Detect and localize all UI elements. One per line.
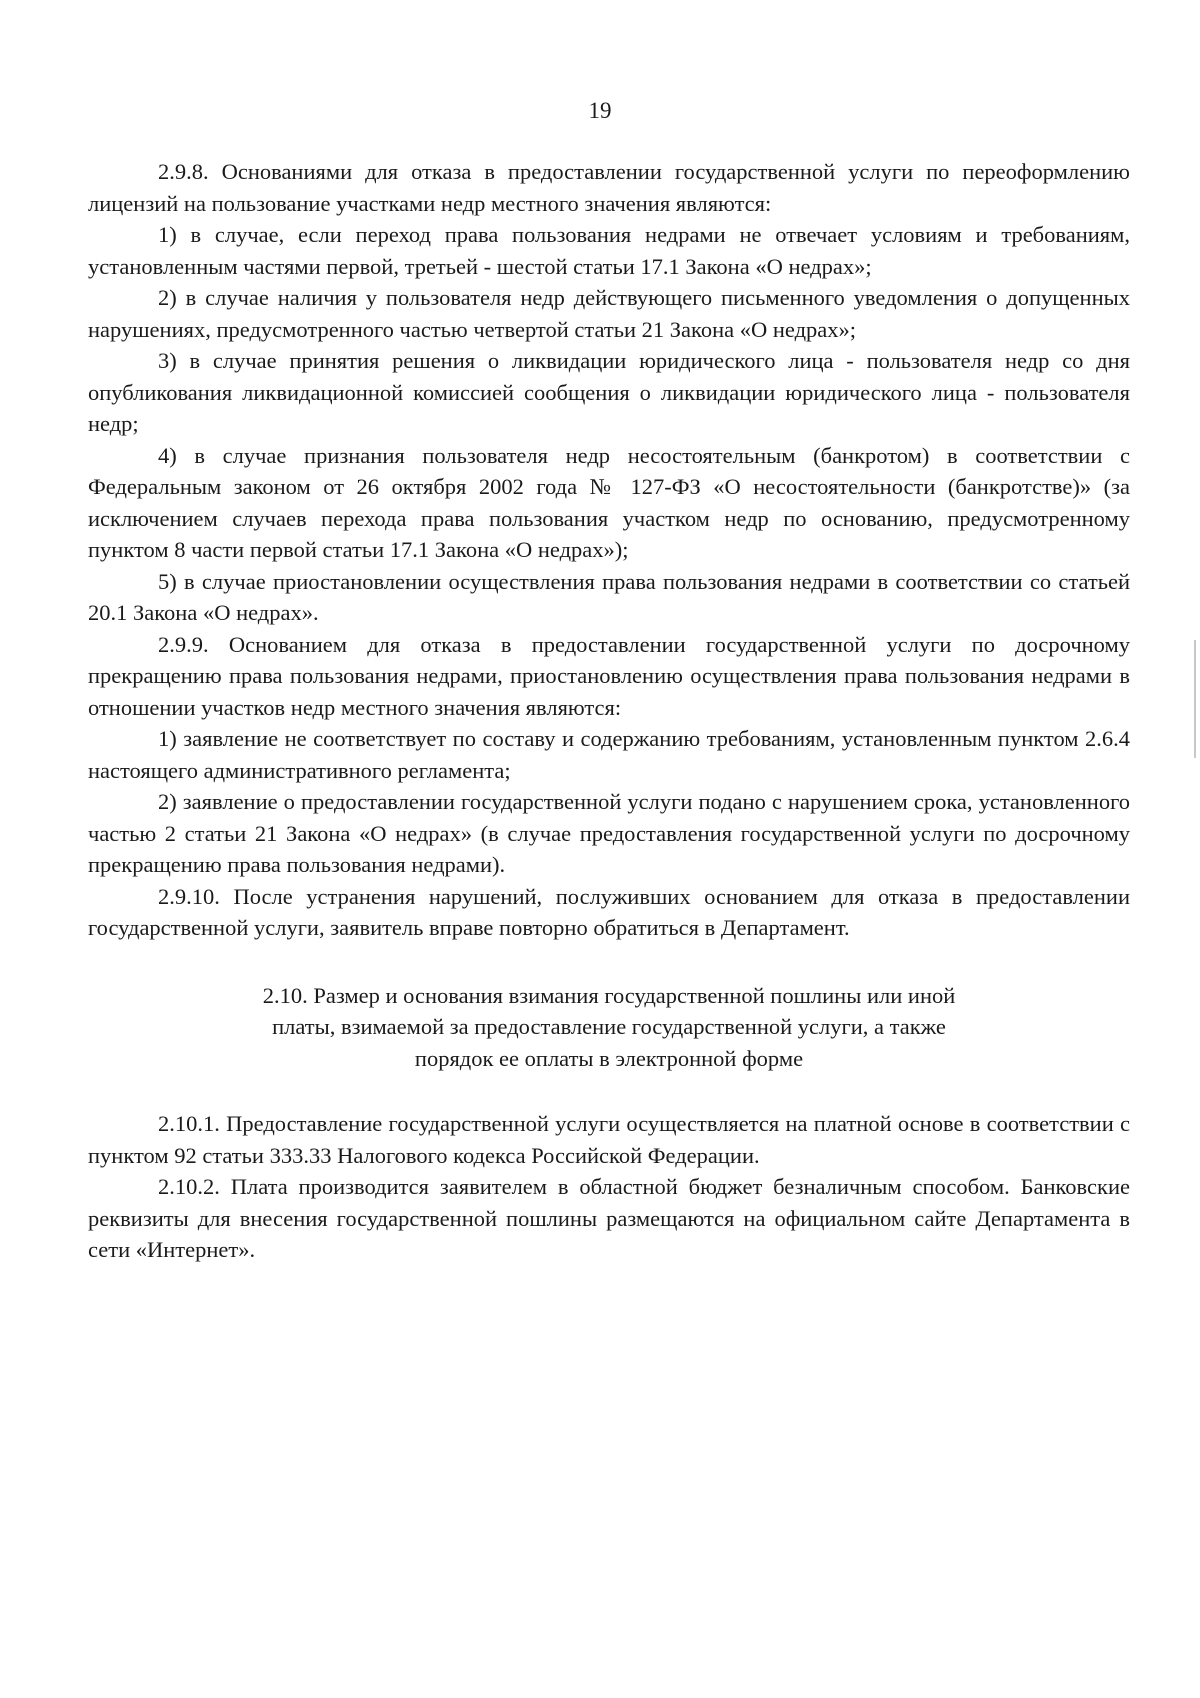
- paragraph-2-9-8: 2.9.8. Основаниями для отказа в предоставлении государственной услуги по переоформлению лицензий на пользование участками недр местного значения являются:: [88, 159, 1130, 216]
- scan-edge-mark: [1194, 640, 1196, 758]
- page-number: 19: [588, 98, 612, 123]
- paragraph-2-9-8-item-4: 4) в случае признания пользователя недр несостоятельным (банкротом) в соответствии с Федеральным законом от 26 октября 2002 года № 127-ФЗ «О несостоятельности (банкротстве)» (за исключением случаев перехода права пользования участком недр по основанию, предусмотренному пунктом 8 части первой статьи 17.1 Закона «О недрах»);: [88, 442, 1130, 562]
- paragraph-2-9-9-item-1: 1) заявление не соответствует по составу и содержанию требованиям, установленным пунктом 2.6.4 настоящего административного регламента;: [88, 726, 1130, 783]
- paragraph-2-9-8-item-1: 1) в случае, если переход права пользования недрами не отвечает условиям и требованиям, установленным частями первой, третьей - шестой статьи 17.1 Закона «О недрах»;: [88, 222, 1130, 279]
- section-heading-2-10: 2.10. Размер и основания взимания государственной пошлины или иной платы, взимаемой за предоставление государственной услуги, а также порядок ее оплаты в электронной форме: [262, 982, 956, 1071]
- paragraph-2-9-10: 2.9.10. После устранения нарушений, послуживших основанием для отказа в предоставлении государственной услуги, заявитель вправе повторно обратиться в Департамент.: [88, 883, 1130, 940]
- paragraph-2-9-9: 2.9.9. Основанием для отказа в предоставлении государственной услуги по досрочному прекращению права пользования недрами, приостановлению осуществления права пользования недрами в отношении участков недр местного значения являются:: [88, 631, 1130, 720]
- paragraph-2-9-8-item-5: 5) в случае приостановлении осуществления права пользования недрами в соответствии со статьей 20.1 Закона «О недрах».: [88, 568, 1130, 625]
- paragraph-2-10-2: 2.10.2. Плата производится заявителем в областной бюджет безналичным способом. Банковские реквизиты для внесения государственной пошлины размещаются на официальном сайте Департамента в сети «Интернет».: [88, 1174, 1130, 1262]
- document-body: [88, 156, 1130, 1266]
- paragraph-2-9-8-item-2: 2) в случае наличия у пользователя недр действующего письменного уведомления о допущенных нарушениях, предусмотренного частью четвертой статьи 21 Закона «О недрах»;: [88, 285, 1130, 342]
- paragraph-2-9-9-item-2: 2) заявление о предоставлении государственной услуги подано с нарушением срока, установленного частью 2 статьи 21 Закона «О недрах» (в случае предоставления государственной услуги по досрочному прекращению права пользования недрами).: [88, 789, 1130, 877]
- paragraph-2-10-1: 2.10.1. Предоставление государственной услуги осуществляется на платной основе в соответствии с пунктом 92 статьи 333.33 Налогового кодекса Российской Федерации.: [88, 1111, 1130, 1168]
- paragraph-2-9-8-item-3: 3) в случае принятия решения о ликвидации юридического лица - пользователя недр со дня опубликования ликвидационной комиссией сообщения о ликвидации юридического лица - пользователя недр;: [88, 348, 1130, 436]
